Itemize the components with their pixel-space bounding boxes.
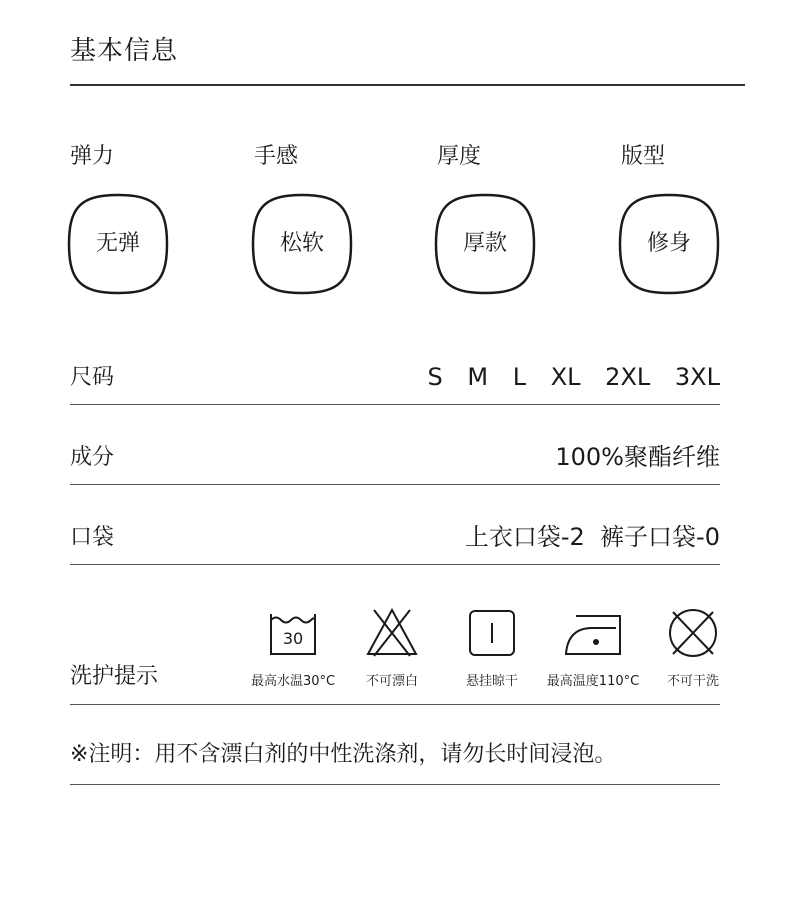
size-option: L bbox=[512, 363, 527, 391]
attribute-badge bbox=[67, 193, 169, 295]
wash-tub-icon bbox=[267, 606, 319, 658]
attribute-value: 厚款 bbox=[462, 231, 507, 256]
care-item-wash bbox=[244, 606, 342, 696]
composition-value: 100%聚酯纤维 bbox=[555, 443, 720, 471]
no-wash-icon bbox=[665, 606, 721, 658]
size-row bbox=[70, 356, 720, 400]
composition-row bbox=[70, 436, 720, 480]
attribute-label: 手感 bbox=[254, 144, 299, 169]
attribute-value: 修身 bbox=[646, 231, 691, 256]
pocket-value: 上衣口袋-2 裤子口袋-0 bbox=[464, 523, 720, 551]
attribute-label: 弹力 bbox=[70, 144, 115, 169]
care-caption: 不可漂白 bbox=[365, 674, 418, 689]
attribute-value: 松软 bbox=[279, 231, 324, 256]
care-label: 洗护提示 bbox=[70, 664, 159, 689]
care-item-no-dry-clean bbox=[656, 606, 730, 696]
attribute-badge bbox=[251, 193, 353, 295]
size-label: 尺码 bbox=[70, 365, 115, 390]
page-title: 基本信息 bbox=[70, 36, 179, 66]
attribute-hand-feel bbox=[254, 143, 364, 256]
care-item-iron bbox=[540, 606, 646, 696]
iron-icon bbox=[562, 606, 624, 658]
pocket-row bbox=[70, 516, 720, 560]
size-list bbox=[410, 362, 720, 392]
row-divider bbox=[70, 564, 720, 565]
size-option: XL bbox=[550, 363, 581, 391]
care-item-hang-dry bbox=[452, 606, 532, 696]
size-option: 2XL bbox=[605, 363, 651, 391]
composition-label: 成分 bbox=[70, 445, 115, 470]
attribute-elasticity bbox=[70, 143, 180, 256]
attribute-badge bbox=[618, 193, 720, 295]
care-caption: 最高温度110°C bbox=[546, 674, 640, 689]
care-note: ※注明：用不含漂白剂的中性洗涤剂，请勿长时间浸泡。 bbox=[70, 742, 617, 767]
attribute-value: 无弹 bbox=[95, 231, 140, 256]
attribute-thickness bbox=[437, 143, 547, 256]
row-divider bbox=[70, 784, 720, 785]
attribute-fit bbox=[621, 143, 731, 256]
care-caption: 不可干洗 bbox=[666, 674, 719, 689]
hang-dry-icon bbox=[466, 606, 518, 658]
row-divider bbox=[70, 484, 720, 485]
attribute-badge bbox=[434, 193, 536, 295]
attribute-label: 厚度 bbox=[437, 144, 482, 169]
care-caption: 最高水温30°C bbox=[250, 674, 336, 689]
care-caption: 悬挂晾干 bbox=[465, 674, 518, 689]
row-divider bbox=[70, 704, 720, 705]
row-divider bbox=[70, 404, 720, 405]
pocket-label: 口袋 bbox=[70, 525, 115, 550]
size-option: S bbox=[427, 363, 443, 391]
title-divider bbox=[70, 84, 745, 86]
no-bleach-icon bbox=[364, 606, 420, 658]
wash-temperature-text: 30 bbox=[282, 629, 304, 648]
size-option: M bbox=[467, 363, 489, 391]
size-option: 3XL bbox=[674, 363, 720, 391]
attribute-label: 版型 bbox=[621, 144, 666, 169]
care-item-no-bleach bbox=[352, 606, 432, 696]
